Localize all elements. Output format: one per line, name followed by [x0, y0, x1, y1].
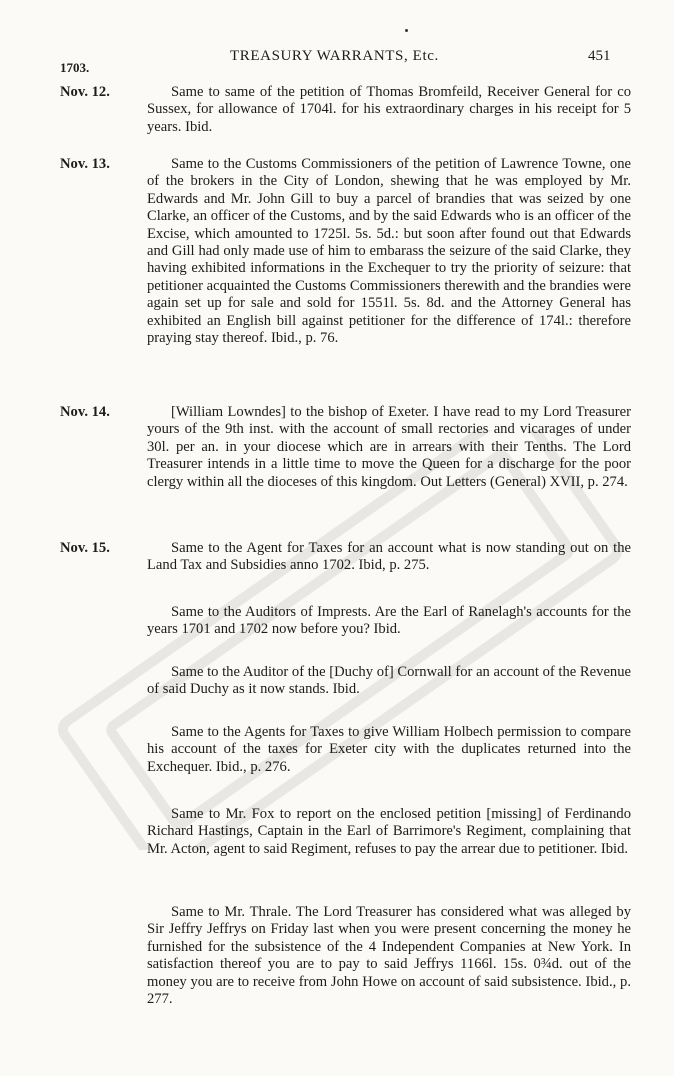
entry-text: Same to Mr. Thrale. The Lord Treasurer has considered what was alleged by Sir Jeffry Jeffrys on Friday last when you were present concerning the money he furnished for the subsistence of the 4 Independent Companies at New York. In satisfaction thereof you are to pay to said Jeffrys 1166l. 15s. 0¾d. out of the money you are to receive from John Howe on account of said subsistence. Ibid., p. 277. [147, 904, 631, 1008]
entry-text: Same to Mr. Fox to report on the enclosed petition [missing] of Ferdinando Richard Hastings, Captain in the Earl of Barrimore's Regiment, complaining that Mr. Acton, agent to said Regiment, refuses to pay the arrear due to petitioner. Ibid. [147, 806, 631, 857]
entry-text: Same to the Customs Commissioners of the petition of Lawrence Towne, one of the brokers in the City of London, shewing that he was employed by Mr. Edwards and Mr. John Gill to buy a parcel of brandies that was seized by one Clarke, an officer of the Customs, and by the said Edwards who is an officer of the Excise, which amounted to 1725l. 5s. 5d.: but soon after found out that Edwards and Gill had only made use of him to embarass the seizure of the said Clarke, they having exhibited informations in the Exchequer to try the priority of seizure: that petitioner acquainted the Customs Commissioners therewith and the brandies were again set up for sale and sold for 1551l. 5s. 8d. and the Attorney General has exhibited an English bill against petitioner for the difference of 174l.: therefore praying stay thereof. Ibid., p. 76. [147, 156, 631, 347]
entry-text: Same to same of the petition of Thomas Bromfeild, Receiver General for co Sussex, for allowance of 1704l. for his extraordinary charges in his receipt for 5 years. Ibid. [147, 84, 631, 135]
running-head: TREASURY WARRANTS, Etc. [230, 48, 439, 64]
page-number: 451 [588, 48, 611, 64]
entry-text: Same to the Auditor of the [Duchy of] Cornwall for an account of the Revenue of said Duchy as it now stands. Ibid. [147, 664, 631, 698]
entry-text: Same to the Agents for Taxes to give William Holbech permission to compare his account of the taxes for Exeter city with the duplicates returned into the Exchequer. Ibid., p. 276. [147, 724, 631, 775]
entry-date: Nov. 15. [60, 540, 110, 556]
entry-date: Nov. 12. [60, 84, 110, 100]
year-label: 1703. [60, 60, 90, 75]
ink-speck [405, 29, 408, 32]
entry-date: Nov. 14. [60, 404, 110, 420]
entry-text: Same to the Agent for Taxes for an account what is now standing out on the Land Tax and Subsidies anno 1702. Ibid, p. 275. [147, 540, 631, 574]
entry-text: Same to the Auditors of Imprests. Are the Earl of Ranelagh's accounts for the years 1701 and 1702 now before you? Ibid. [147, 604, 631, 638]
entry-text: [William Lowndes] to the bishop of Exeter. I have read to my Lord Treasurer yours of the 9th inst. with the account of small rectories and vicarages of under 30l. per an. in your diocese which are in arrears with their Tenths. The Lord Treasurer intends in a little time to move the Queen for a discharge for the poor clergy within all the dioceses of this kingdom. Out Letters (General) XVII, p. 274. [147, 404, 631, 490]
entry-date: Nov. 13. [60, 156, 110, 172]
stamp-watermark [40, 430, 640, 850]
